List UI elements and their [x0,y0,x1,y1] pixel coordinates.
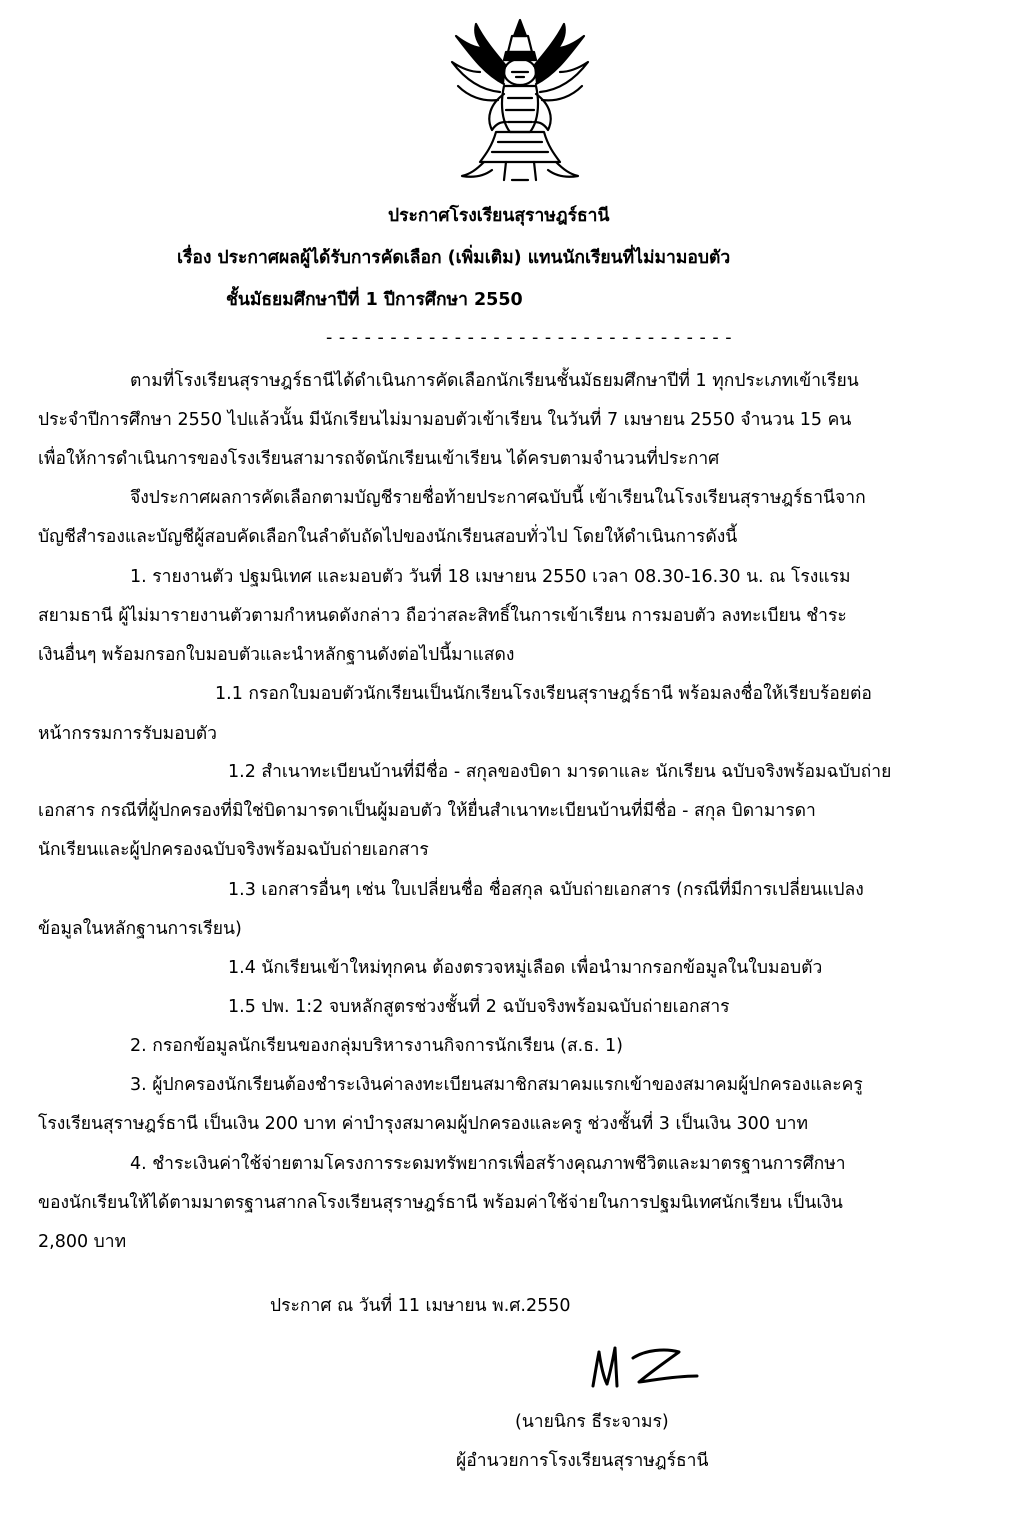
subitem-1-2-line-1: 1.2 สำเนาทะเบียนบ้านที่มีชื่อ - สกุลของบิดา มารดาและ นักเรียน ฉบับจริงพร้อมฉบับถ่าย [228,762,892,782]
item-3-line-2: โรงเรียนสุราษฎร์ธานี เป็นเงิน 200 บาท ค่าบำรุงสมาคมผู้ปกครองและครู ช่วงชั้นที่ 3 เป็นเงิน 300 บาท [38,1114,808,1134]
item-1-line-1: 1. รายงานตัว ปฐมนิเทศ และมอบตัว วันที่ 18 เมษายน 2550 เวลา 08.30-16.30 น. ณ โรงแรม [130,567,851,587]
item-2: 2. กรอกข้อมูลนักเรียนของกลุ่มบริหารงานกิจการนักเรียน (ส.ธ. 1) [130,1036,623,1056]
item-3-line-1: 3. ผู้ปกครองนักเรียนต้องชำระเงินค่าลงทะเบียนสมาชิกสมาคมแรกเข้าของสมาคมผู้ปกครองและครู [130,1075,863,1095]
subitem-1-1-line-2: หน้ากรรมการรับมอบตัว [38,724,217,744]
signature-icon [585,1336,715,1396]
subitem-1-2-line-3: นักเรียนและผู้ปกครองฉบับจริงพร้อมฉบับถ่ายเอกสาร [38,840,429,860]
subitem-1-3-line-1: 1.3 เอกสารอื่นๆ เช่น ใบเปลี่ยนชื่อ ชื่อสกุล ฉบับถ่ายเอกสาร (กรณีที่มีการเปลี่ยนแปลง [228,880,864,900]
item-4-line-3: 2,800 บาท [38,1232,127,1252]
paragraph-2-line-1: จึงประกาศผลการคัดเลือกตามบัญชีรายชื่อท้ายประกาศฉบับนี้ เข้าเรียนในโรงเรียนสุราษฎร์ธานีจาก [130,488,866,508]
item-4-line-1: 4. ชำระเงินค่าใช้จ่ายตามโครงการระดมทรัพยากรเพื่อสร้างคุณภาพชีวิตและมาตรฐานการศึกษา [130,1154,846,1174]
paragraph-1-line-2: ประจำปีการศึกษา 2550 ไปแล้วนั้น มีนักเรียนไม่มามอบตัวเข้าเรียน ในวันที่ 7 เมษายน 2550 จำนวน 15 คน [38,410,852,430]
header-divider: - - - - - - - - - - - - - - - - - - - - - - - - - - - - - - - - [326,328,733,348]
announcement-date: ประกาศ ณ วันที่ 11 เมษายน พ.ศ.2550 [270,1296,571,1316]
paragraph-1-line-1: ตามที่โรงเรียนสุราษฎร์ธานีได้ดำเนินการคัดเลือกนักเรียนชั้นมัธยมศึกษาปีที่ 1 ทุกประเภทเข้าเรียน [130,371,859,391]
subitem-1-3-line-2: ข้อมูลในหลักฐานการเรียน) [38,919,242,939]
announcement-subject: เรื่อง ประกาศผลผู้ได้รับการคัดเลือก (เพิ่มเติม) แทนนักเรียนที่ไม่มามอบตัว [177,248,731,268]
garuda-emblem-icon [440,14,600,184]
signer-name: (นายนิกร ธีระจามร) [515,1412,669,1432]
announcement-title: ประกาศโรงเรียนสุราษฎร์ธานี [388,206,610,226]
item-4-line-2: ของนักเรียนให้ได้ตามมาตรฐานสากลโรงเรียนสุราษฎร์ธานี พร้อมค่าใช้จ่ายในการปฐมนิเทศนักเรียน เป็นเงิน [38,1193,843,1213]
subitem-1-1-line-1: 1.1 กรอกใบมอบตัวนักเรียนเป็นนักเรียนโรงเรียนสุราษฎร์ธานี พร้อมลงชื่อให้เรียบร้อยต่อ [215,684,872,704]
subitem-1-4: 1.4 นักเรียนเข้าใหม่ทุกคน ต้องตรวจหมู่เลือด เพื่อนำมากรอกข้อมูลในใบมอบตัว [228,958,823,978]
paragraph-1-line-3: เพื่อให้การดำเนินการของโรงเรียนสามารถจัดนักเรียนเข้าเรียน ได้ครบตามจำนวนที่ประกาศ [38,449,720,469]
subitem-1-2-line-2: เอกสาร กรณีที่ผู้ปกครองที่มิใช่บิดามารดาเป็นผู้มอบตัว ให้ยื่นสำเนาทะเบียนบ้านที่มีชื่อ - สกุล บิดามารดา [38,801,816,821]
subitem-1-5: 1.5 ปพ. 1:2 จบหลักสูตรช่วงชั้นที่ 2 ฉบับจริงพร้อมฉบับถ่ายเอกสาร [228,997,730,1017]
paragraph-2-line-2: บัญชีสำรองและบัญชีผู้สอบคัดเลือกในลำดับถัดไปของนักเรียนสอบทั่วไป โดยให้ดำเนินการดังนี้ [38,527,738,547]
announcement-level: ชั้นมัธยมศึกษาปีที่ 1 ปีการศึกษา 2550 [226,290,523,310]
item-1-line-2: สยามธานี ผู้ไม่มารายงานตัวตามกำหนดดังกล่าว ถือว่าสละสิทธิ์ในการเข้าเรียน การมอบตัว ลงทะเบียน ชำระ [38,606,847,626]
item-1-line-3: เงินอื่นๆ พร้อมกรอกใบมอบตัวและนำหลักฐานดังต่อไปนี้มาแสดง [38,645,515,665]
signer-title: ผู้อำนวยการโรงเรียนสุราษฎร์ธานี [456,1451,709,1471]
